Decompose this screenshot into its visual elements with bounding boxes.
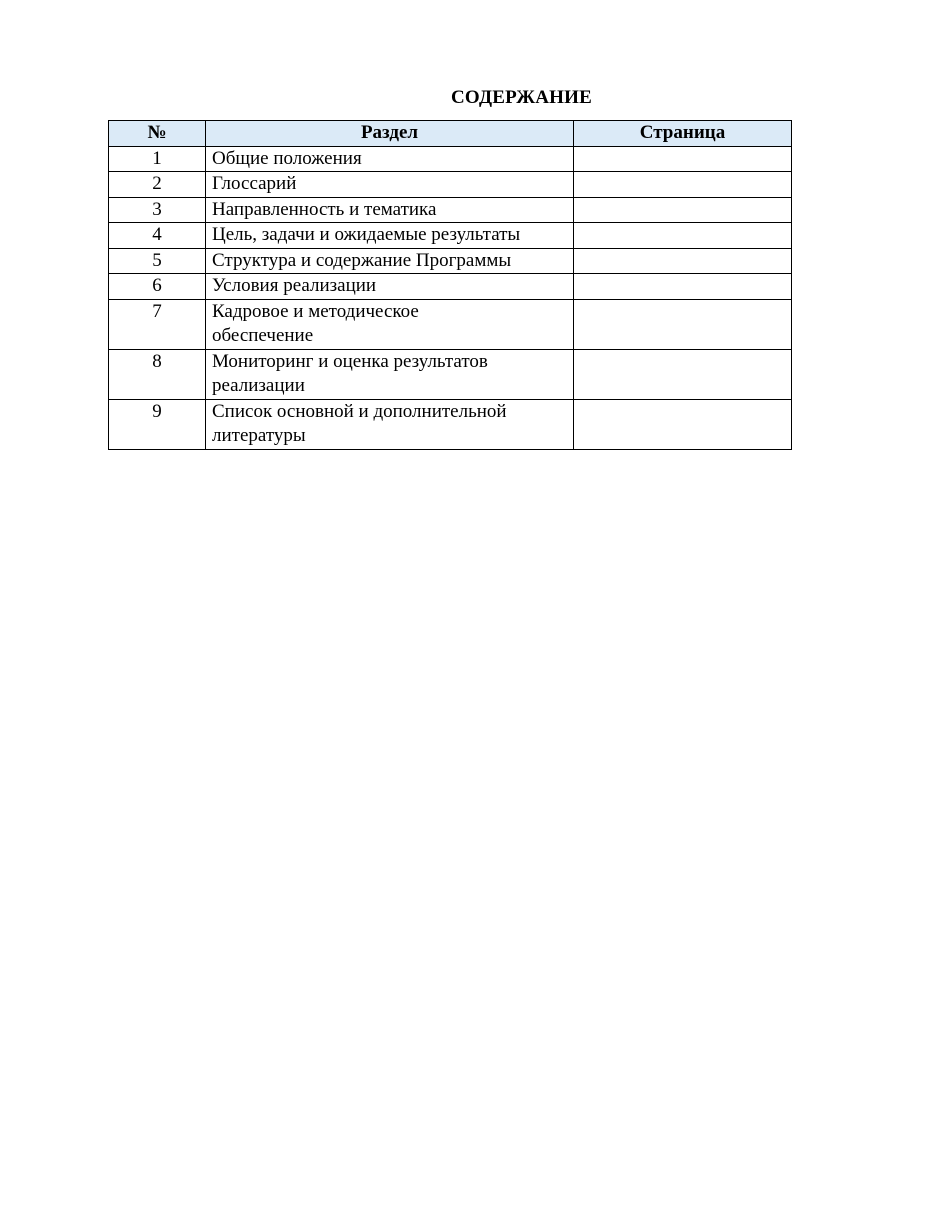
row-number: 1 [109, 146, 206, 172]
row-page-number [574, 172, 792, 198]
row-page-number [574, 248, 792, 274]
document-title: СОДЕРЖАНИЕ [451, 87, 592, 108]
table-row [109, 349, 792, 399]
row-number: 9 [109, 399, 206, 449]
row-page-number [574, 146, 792, 172]
row-number: 7 [109, 299, 206, 349]
row-section-title: Глоссарий [206, 172, 574, 198]
row-section-title: Кадровое и методическое обеспечение [206, 299, 574, 349]
row-number: 6 [109, 274, 206, 300]
row-number: 4 [109, 223, 206, 249]
row-section-title: Направленность и тематика [206, 197, 574, 223]
row-page-number [574, 197, 792, 223]
table-row [109, 197, 792, 223]
row-page-number [574, 349, 792, 399]
row-section-title: Мониторинг и оценка результатов реализации [206, 349, 574, 399]
row-number: 5 [109, 248, 206, 274]
column-header-number: № [109, 121, 206, 147]
table-row [109, 299, 792, 349]
row-section-title: Условия реализации [206, 274, 574, 300]
row-section-title: Список основной и дополнительной литературы [206, 399, 574, 449]
row-section-title: Структура и содержание Программы [206, 248, 574, 274]
column-header-section: Раздел [206, 121, 574, 147]
table-row [109, 172, 792, 198]
row-page-number [574, 274, 792, 300]
table-row [109, 399, 792, 449]
row-number: 8 [109, 349, 206, 399]
row-page-number [574, 299, 792, 349]
row-number: 3 [109, 197, 206, 223]
table-header-row [109, 121, 792, 147]
table-row [109, 146, 792, 172]
table-row [109, 274, 792, 300]
row-number: 2 [109, 172, 206, 198]
column-header-page: Страница [574, 121, 792, 147]
row-section-title: Общие положения [206, 146, 574, 172]
row-page-number [574, 223, 792, 249]
row-page-number [574, 399, 792, 449]
row-section-title: Цель, задачи и ожидаемые результаты [206, 223, 574, 249]
table-row [109, 248, 792, 274]
table-row [109, 223, 792, 249]
table-of-contents [108, 120, 792, 450]
